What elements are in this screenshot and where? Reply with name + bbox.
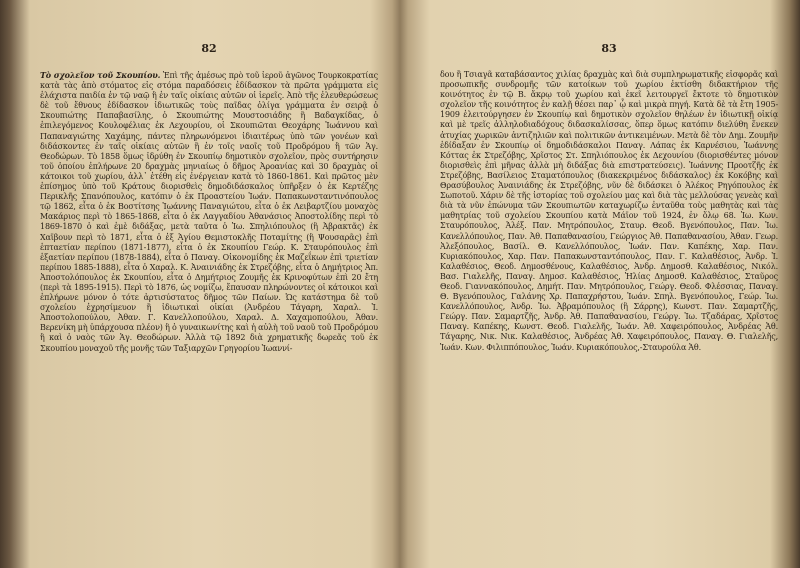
page-number-left: 82 — [201, 42, 217, 55]
left-page — [40, 40, 378, 550]
right-page-text — [440, 70, 778, 353]
left-page-text — [40, 70, 378, 354]
left-body-text: Ἐπὶ τῆς ἀμέσως πρὸ τοῦ ἱεροῦ ἀγῶνος Τουρκοκρατίας κατὰ τὰς ἀπὸ στόματος εἰς στόμα παραδόσεις ἐδίδασκον τὰ πρῶτα γράμματα εἰς ἐλάχιστα παιδία ἐν τῷ ναῷ ἢ ἐν ταῖς οἰκίαις αὐτῶν οἱ ἱερεῖς. Ἀπὸ τῆς ἐλευθερώσεως δὲ τοῦ ἔθνους ἐδίδασκον ἰδιωτικῶς τοὺς παῖδας ὀλίγα γράμματα ἐν σειρᾷ ὁ Σκουπιώτης Παπαβασίλης, ὁ Σκουπιώτης Μουστοσιάδης ἢ Βαδαγκίδας, ὁ ἐπιλεγόμενος Κουλοφέλιας ἐκ Λεχουρίου, οἱ Σκουπιῶται Θεοχάρης Ἰωάννου καὶ Παπαναγιώτης Χαχάμης, πάντες πληρωνόμενοι ἰδιαιτέρως ὑπὸ τῶν γονέων καὶ διδάσκοντες ἐν ταῖς οἰκίαις αὐτῶν ἢ ἐν τοῖς ναοῖς τοῦ Προδρόμου ἢ τῶν Ἁγ. Θεοδώρων. Τὸ 1858 ὅμως ἱδρύθη ἐν Σκουπίῳ δημοτικὸν σχολεῖον, πρὸς συντήρησιν τοῦ ὁποίου ἐπλήρωνε 20 δραχμὰς μηνιαίως ὁ δῆμος Ἀροανίας καὶ 30 δραχμὰς οἱ κάτοικοι τοῦ χωρίου, ἀλλ᾽ ἐτέθη εἰς ἐνέργειαν κατὰ τὸ 1860-1861. Καὶ πρῶτος μὲν ἐπίσημος ὑπὸ τοῦ Κράτους διορισθεὶς δημοδιδάσκαλος ὑπῆρξεν ὁ ἐκ Κερτέζης Περικλῆς Σπανόπουλος, κατόπιν ὁ ἐκ Προαστείου Ἰωάν. Παπακωνσταντινόπουλος τῷ 1862, εἶτα ὁ ἐκ Βοστίτσης Ἰωάννης Παναγιώτου, εἶτα ὁ ἐκ Λειβαρτζίου μοναχὸς Μακάριος περὶ τὸ 1865-1868, εἶτα ὁ ἐκ Λαγγαδίου Ἀθανάσιος Ἀποστολίδης περὶ τὸ 1869-1870 ὁ καὶ ἐμὲ διδάξας, μετὰ ταῦτα ὁ Ἰω. Σπηλιόπουλος (ἢ Ἀβρακτᾶς) ἐκ Χαϊβουν περὶ τὸ 1871, εἶτα ὁ ἐξ Ἁγίου Θεμιστοκλῆς Ποταμίτης (ἢ Ψουσαρᾶς) ἐπὶ ἑπταετίαν περίπου (1871-1877), εἶτα ὁ ἐκ Σκουπίου Γεώρ. Κ. Σταυρόπουλος ἐπὶ ἑξαετίαν περίπου (1878-1884), εἶτα ὁ Παναγ. Οἰκονομίδης ἐκ Μαζεΐκων ἐπὶ τριετίαν περίπου 1885-1888), εἶτα ὁ Χαραλ. Κ. Ἀναινιάδης ἐκ Στρεζόβης, εἶτα ὁ Δημήτριος Ἀπ. Ἀποστολόπουλος ἐκ Σκουπίου, εἶτα ὁ Δημήτριος Ζουμῆς ἐκ Κρινοφύτων ἐπὶ 20 ἔτη (περὶ τὰ 1895-1915). Περὶ τὸ 1876, ὡς νομίζω, ἔπαυσαν πληρώνοντες οἱ κάτοικοι καὶ ἐπλήρωνε μόνον ὁ τότε ἀρτισύστατος δῆμος τῶν Παίων. Ὡς κατάστημα δὲ τοῦ σχολείου ἐχρησίμευον ἢ ἰδιωτικαὶ οἰκίαι (Ἀνδρέου Τάγαρη, Χαραλ. Ἰ. Ἀποστολοπούλου, Ἀθαν. Γ. Κανελλοπούλου, Χαραλ. Δ. Χαχαμοπούλου, Ἀθαν. Βερενίκη μὴ ὑπάρχουσα πλέον) ἢ ὁ γυναικωνίτης καὶ ἡ αὐλὴ τοῦ ναοῦ τοῦ Προδρόμου ἢ καὶ ὁ ναὸς τῶν Ἁγ. Θεοδώρων. Ἀλλὰ τῷ 1892 διὰ χρηματικῆς δωρεᾶς τοῦ ἐκ Σκουπίου μοναχοῦ τῆς μονῆς τῶν Ταξιαρχῶν Γρηγορίου Ἰωαννί- — [40, 71, 378, 353]
right-body-text: δου ἢ Τσιαγᾶ καταβάσαντος χιλίας δραχμὰς καὶ διὰ συμπληρωματικῆς εἰσφορᾶς καὶ προσωπικῆς συνδρομῆς τῶν κατοίκων τοῦ χωρίου ἐκτίσθη διδακτήριον τῆς κοινότητος ἐν τῷ Β. ἄκρῳ τοῦ χωρίου καὶ ἐκεῖ λειτουργεῖ ἔκτοτε τὸ δημοτικὸν σχολεῖον τῆς κοινότητος ἐν καλῇ θέσει παρ᾽ ᾧ καὶ μικρὰ πηγή. Κατὰ δὲ τὰ ἔτη 1905-1909 ἐλειτούργησεν ἐν Σκουπίῳ καὶ δημοτικὸν σχολεῖον θηλέων ἐν ἰδιωτικῇ οἰκίᾳ καὶ μὲ τρεῖς ἀλληλοδιαδόχους διδασκαλίσσας, ὅπερ ὅμως κατόπιν διελύθη ἕνεκεν ἀτυχίας χωρικῶν ἀντιζηλιῶν καὶ πολιτικῶν ἀντικειμένων. Μετὰ δὲ τὸν Δημ. Ζουμῆν ἐδίδαξαν ἐν Σκουπίῳ οἱ δημοδιδάσκαλοι Παναγ. Λάπας ἐκ Καρνέσιου, Ἰωάννης Κόττας ἐκ Στρεζόβης, Χρῖστος Στ. Σπηλιόπουλος ἐκ Δεχουνίου (διορισθέντες μόνον διορισθεὶς ἐπὶ μῆνας ἀλλὰ μὴ διδάξας διὰ επιστρατεύσεις). Ἰωάννης Προοτζῆς ἐκ Στρεζόβης, Βασίλειος Σταματόπουλος (διακεκριμένος διδάσκαλος) ἐκ Κοκόβης καὶ Θρασύβουλος Ἀναινιάδης ἐκ Στρεζόβης, νῦν δὲ διδάσκει ὁ Ἀλέκος Ρηγόπουλος ἐκ Σωποτοῦ. Χάριν δὲ τῆς ἱστορίας τοῦ σχολείου μας καὶ διὰ τὰς μελλούσας γενεὰς καὶ διὰ τὰ νῦν ἐπώνυμα τῶν Σκουπιωτῶν καταχωρίζω ἐνταῦθα τοὺς μαθητὰς καὶ τὰς μαθητρίας τοῦ σχολείου Σκουπίου κατὰ Μάϊον τοῦ 1924, ἐν ὅλῳ 68. Ἰω. Κων. Σταυρόπουλος, Ἀλέξ. Παν. Μητρόπουλος, Σταυρ. Θεοδ. Βγενόπουλος, Παν. Ἰω. Κανελλόπουλος, Παν. Ἀθ. Παπαθανασίου, Γεώργιος Ἀθ. Παπαθανασίου, Ἀθαν. Γεωρ. Ἀλεξόπουλος, Βασίλ. Θ. Κανελλόπουλος, Ἰωάν. Παν. Καπέκης, Χαρ. Παν. Κυριακόπουλος, Χαρ. Παν. Παπακωνσταντόπουλος, Παν. Γ. Καλαθέσιος, Ἀνδρ. Ἰ. Καλαθέσιος, Θεοδ. Δημοσθένους, Καλαθέσιος, Ἀνδρ. Δημοσθ. Καλαθέσιος, Νικόλ. Βασ. Γιαλελῆς, Παναγ. Δημοσ. Καλαθέσιος, Ἡλίας Δημοσθ. Καλαθέσιος, Σταῦρος Θεοδ. Γιαννακόπουλος, Δημήτ. Παν. Μητρόπουλος, Γεώργ. Θεοδ. Φλέσσιας, Παναγ. Θ. Βγενόπουλος, Γαλάνης Χρ. Παπαχρήστου, Ἰωάν. Σπηλ. Βγενόπουλος, Γεώρ. Ἰω. Κανελλόπουλος, Ἀνδρ. Ἰω. Ἀβραμόπουλος (ἢ Σάρρης), Κωνστ. Παν. Σαμαρτζῆς, Γεώργ. Παν. Σαμαρτζῆς, Ἀνδρ. Ἀθ. Παπαθανασίου, Γεώργ. Ἰω. Τζαδάρας, Χρῖστος Παναγ. Καπέκης, Κωνστ. Θεοδ. Γιαλελῆς, Ἰωάν. Ἀθ. Χαφειρόπουλος, Ἀνδρέας Ἀθ. Τάγαρης, Νικ. Νικ. Καλαθέσιος, Ἀνδρέας Ἀθ. Χαφειρόπουλος, Παναγ. Θ. Γιαλελῆς, Ἰωάν. Κων. Φιλιππόπουλος, Ἰωάν. Κυριακόπουλος,-Σταυρούλα Ἀθ. — [440, 70, 778, 352]
page-number-right: 83 — [601, 42, 617, 55]
right-page — [440, 40, 778, 550]
section-heading: Τὸ σχολεῖον τοῦ Σκουπίου. — [40, 70, 161, 80]
